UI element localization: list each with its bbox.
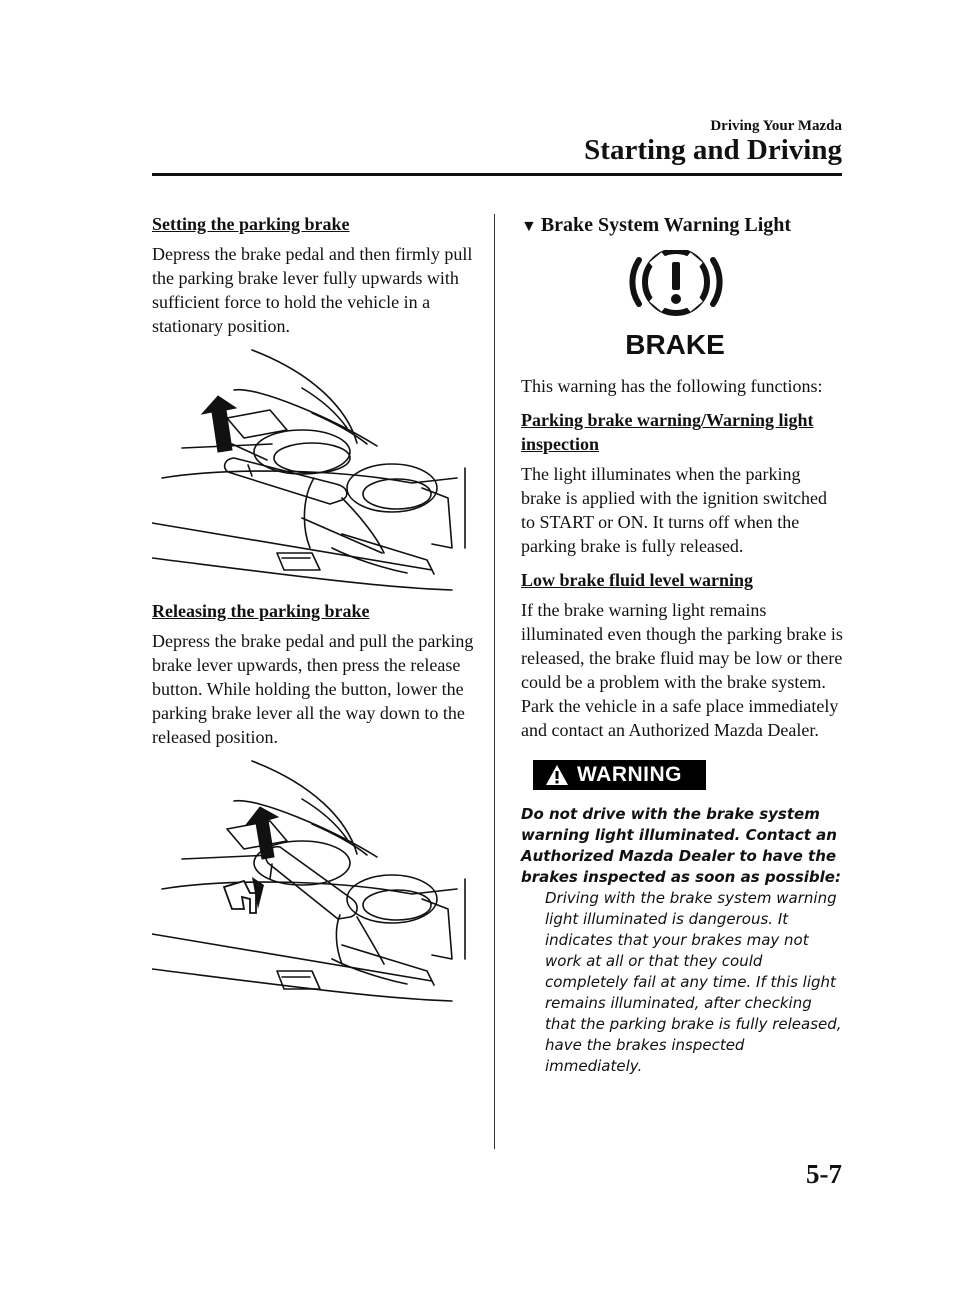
left-column: [152, 212, 482, 1014]
brake-icon-label: BRAKE: [625, 329, 725, 358]
header-rule: [152, 173, 842, 176]
setting-parking-brake-heading: Setting the parking brake: [152, 214, 350, 234]
brake-warning-light-title-text: Brake System Warning Light: [540, 214, 792, 236]
brake-warning-icon: [621, 250, 741, 358]
warning-badge: [533, 760, 706, 790]
inspection-text: The light illuminates when the parking brake is applied with the ignition switched to START or ON. It turns off when the parking brake is fully released.: [521, 464, 827, 556]
parking-brake-release-illustration: [152, 759, 482, 1014]
right-column: [521, 212, 843, 1077]
warning-lead-text: Do not drive with the brake system warning light illuminated. Contact an Authorized Mazda Dealer to have the brakes inspected as soon as possible:: [521, 805, 841, 886]
parking-brake-set-illustration: [152, 348, 482, 593]
brake-fluid-heading: Low brake fluid level warning: [521, 570, 754, 590]
brake-warning-light-title: [521, 212, 843, 240]
section-marker-icon: ▼: [521, 218, 537, 235]
releasing-parking-brake-heading: Releasing the parking brake: [152, 601, 370, 621]
setting-parking-brake-text: Depress the brake pedal and then firmly pull the parking brake lever fully upwards with sufficient force to hold the vehicle in a stationary position.: [152, 244, 473, 336]
header-chapter-title: Starting and Driving: [584, 134, 842, 166]
column-divider: [494, 214, 495, 1149]
warning-body-text: Driving with the brake system warning light illuminated is dangerous. It indicates that your brakes may not work at all or that they could completely fail at any time. If this light remains illuminated, after checking that the parking brake is fully released, have the brakes inspected immediately.: [545, 889, 842, 1075]
releasing-parking-brake-text: Depress the brake pedal and pull the parking brake lever upwards, then press the release button. While holding the button, lower the parking brake lever all the way down to the released position.: [152, 631, 474, 747]
warning-triangle-icon: [545, 764, 569, 786]
warning-badge-label: WARNING: [577, 763, 682, 786]
brake-fluid-text: If the brake warning light remains illuminated even though the parking brake is released, the brake fluid may be low or there could be a problem with the brake system. Park the vehicle in a safe place immediately and contact an Authorized Mazda Dealer.: [521, 600, 843, 740]
page-number: 5-7: [806, 1159, 842, 1189]
warning-intro-text: This warning has the following functions:: [521, 376, 823, 396]
header-section-title: Driving Your Mazda: [710, 118, 842, 134]
inspection-heading: Parking brake warning/Warning light inspection: [521, 410, 814, 454]
